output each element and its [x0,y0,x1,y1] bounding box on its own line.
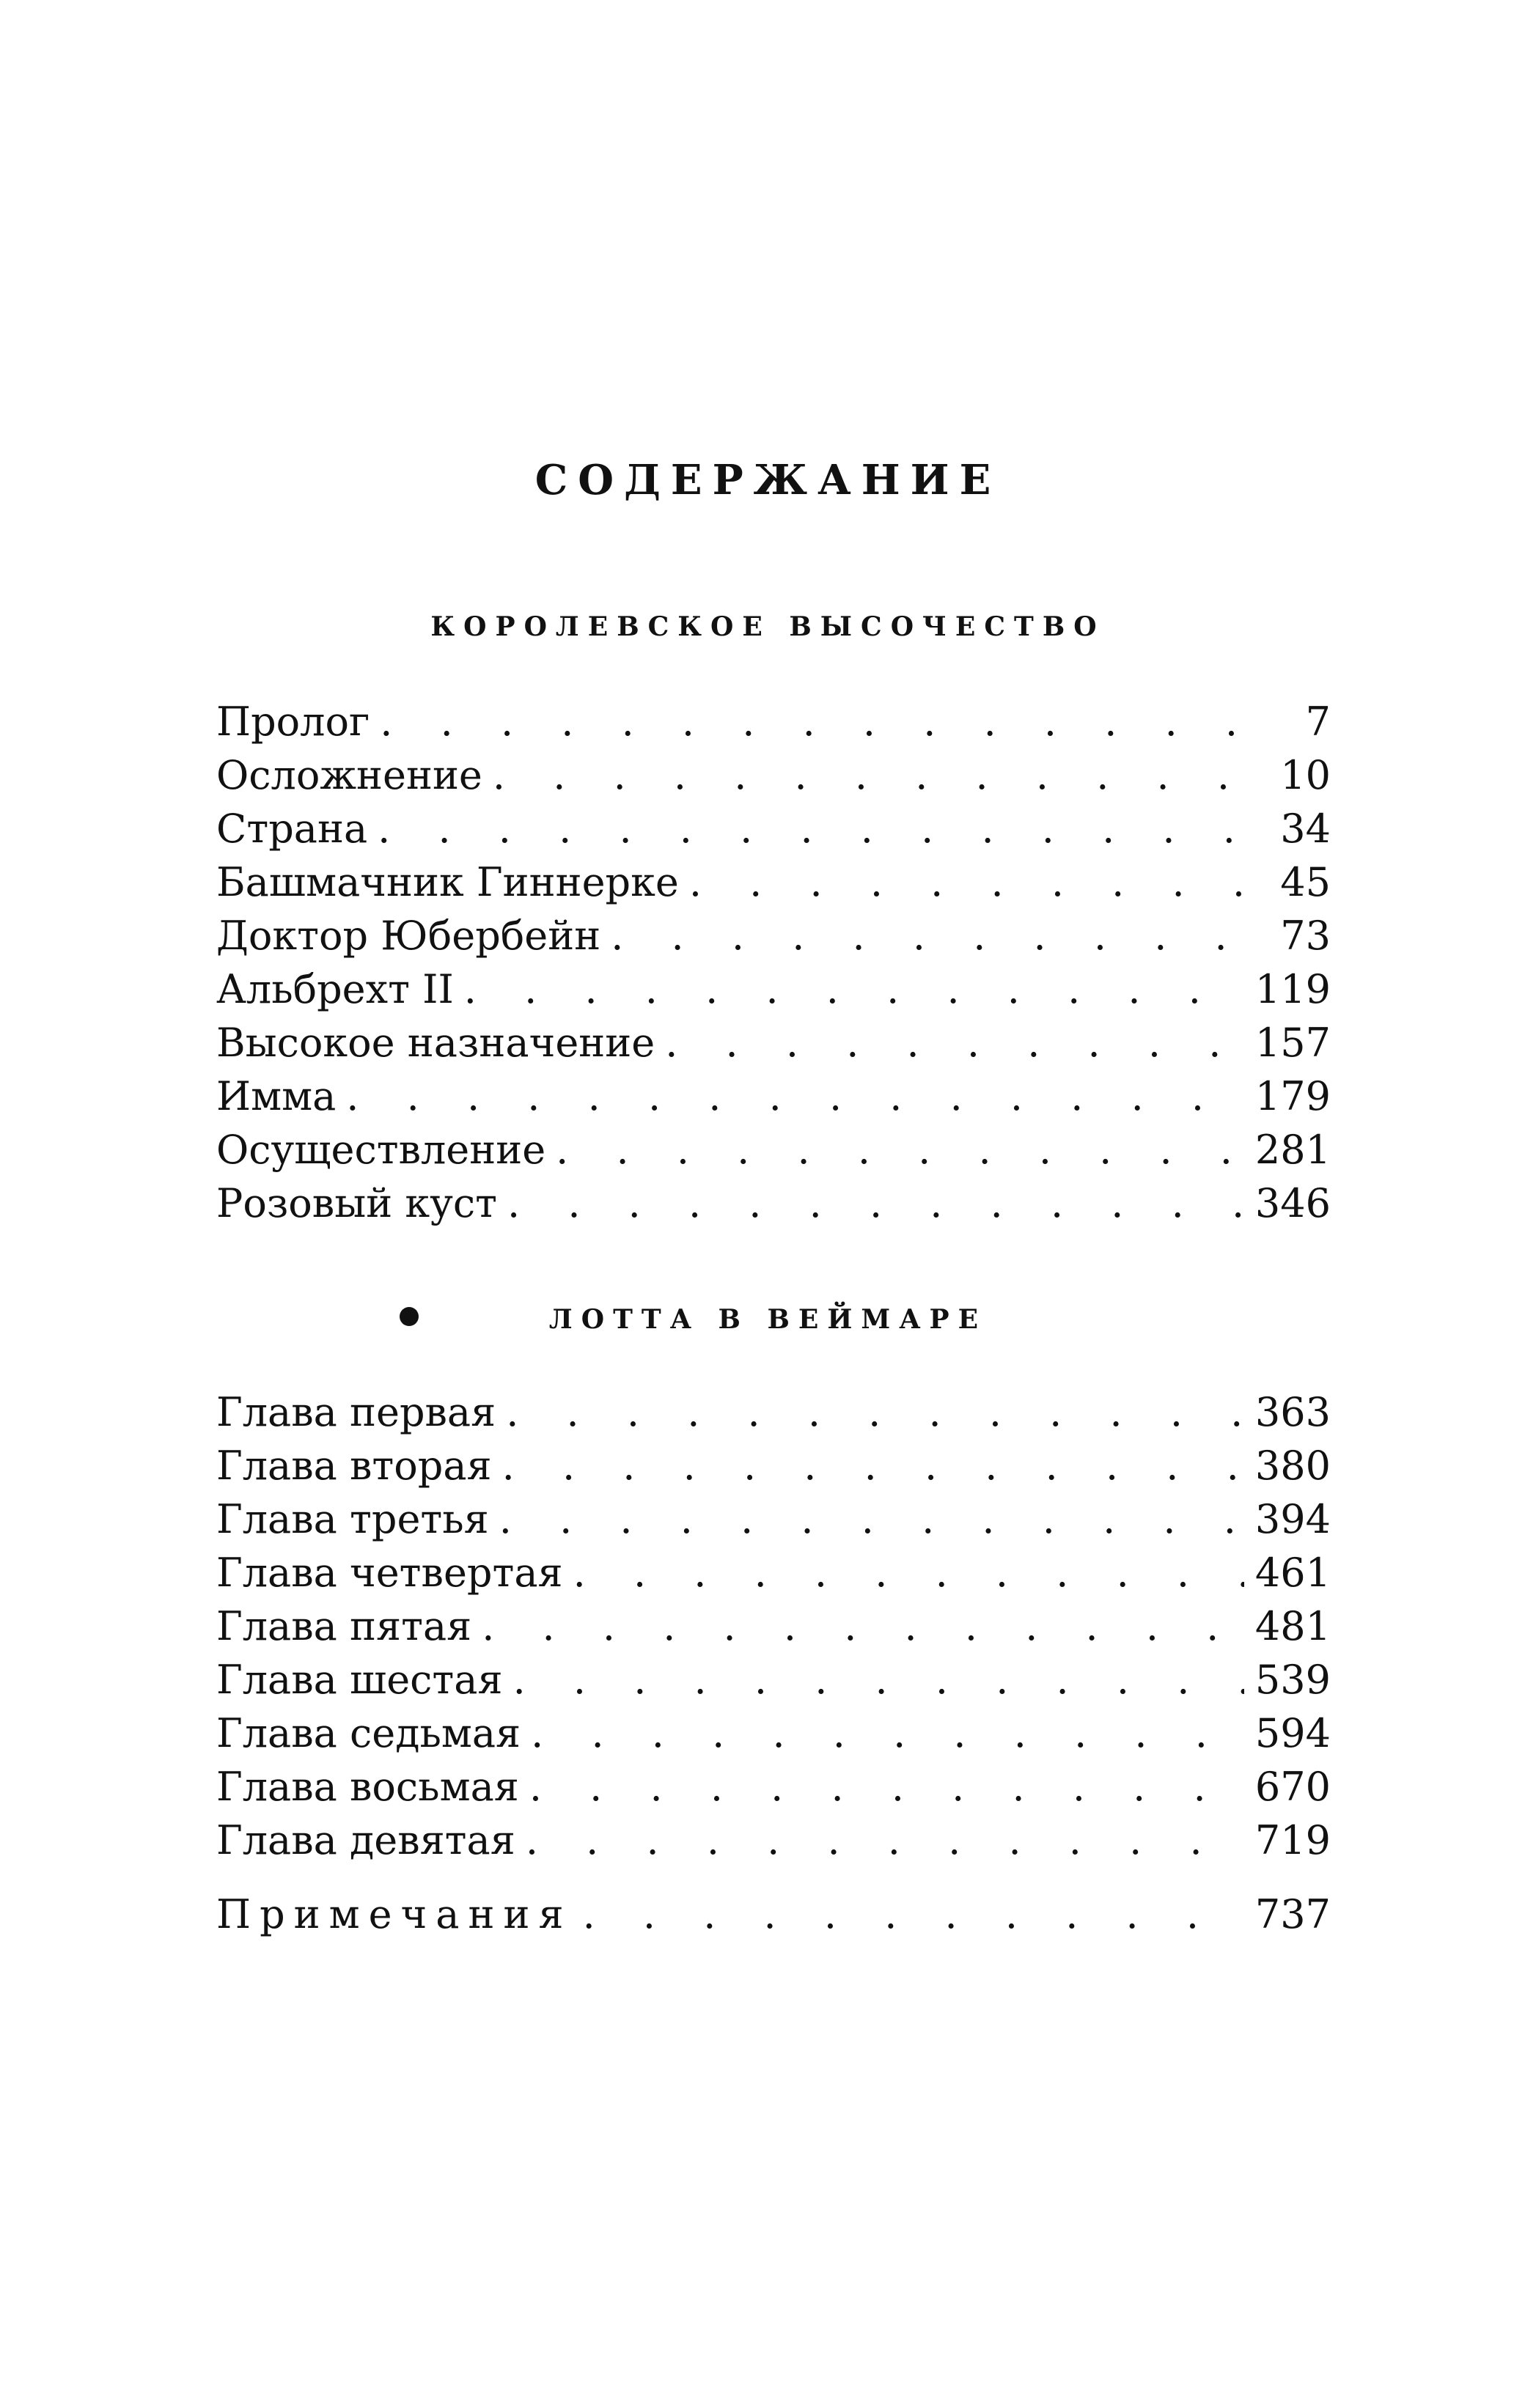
toc-entry[interactable] [216,802,1331,855]
leader-dots [380,695,1244,748]
toc-entry[interactable] [216,909,1331,962]
toc-entry-title: Пролог [216,699,370,745]
toc-entry[interactable] [216,1546,1331,1599]
leader-dots [556,1123,1244,1177]
page-title: СОДЕРЖАНИЕ [534,456,1002,504]
toc-entry-page: 461 [1254,1550,1331,1596]
toc-entry[interactable] [216,1706,1331,1760]
toc-entry-title: Примечания [216,1891,573,1937]
toc-entry-page: 719 [1254,1817,1331,1863]
section-heading-royal-highness: КОРОЛЕВСКОЕ ВЫСОЧЕСТВО [430,611,1106,642]
toc-entry-title: Доктор Юбербейн [216,913,601,959]
toc-entry-page: 363 [1254,1389,1331,1435]
toc-entry-page: 10 [1280,752,1331,798]
toc-entry[interactable] [216,1439,1331,1492]
toc-entry[interactable] [216,1653,1331,1706]
leader-dots [502,1439,1244,1492]
leader-dots [689,855,1244,909]
toc-entry-title: Глава первая [216,1389,496,1435]
toc-entry-page: 346 [1254,1180,1331,1226]
toc-entry-title: Глава седьмая [216,1710,521,1756]
toc-entry-title: Высокое назначение [216,1020,655,1066]
leader-dots [482,1599,1244,1653]
toc-entry-page: 481 [1254,1603,1331,1649]
toc-entry-page: 45 [1280,859,1331,905]
toc-entry-notes[interactable] [216,1888,1331,1941]
leader-dots [464,962,1244,1016]
toc-entry[interactable] [216,962,1331,1016]
toc-entry-title: Глава вторая [216,1443,492,1489]
leader-dots [378,802,1244,855]
toc-entry[interactable] [216,695,1331,748]
leader-dots [507,1177,1244,1230]
leader-dots [583,1888,1244,1941]
toc-entry-page: 380 [1254,1443,1331,1489]
toc-entry-title: Альбрехт II [216,966,454,1012]
toc-entry-page: 179 [1254,1073,1331,1119]
section-heading-lotte-in-weimar: ЛОТТА В ВЕЙМАРЕ [548,1304,988,1335]
leader-dots [346,1069,1244,1123]
toc-entry[interactable] [216,1177,1331,1230]
toc-entry[interactable] [216,748,1331,802]
toc-entry-page: 157 [1254,1020,1331,1066]
toc-entry[interactable] [216,1492,1331,1546]
toc-entry-title: Розовый куст [216,1180,497,1226]
toc-entry-page: 73 [1280,913,1331,959]
toc-entry-title: Башмачник Гиннерке [216,859,679,905]
toc-entry[interactable] [216,1123,1331,1177]
leader-dots [506,1385,1244,1439]
leader-dots [573,1546,1244,1599]
toc-entry-title: Глава пятая [216,1603,472,1649]
toc-entry-title: Глава четвертая [216,1550,563,1596]
leader-dots [531,1706,1244,1760]
toc-entry-page: 394 [1254,1496,1331,1542]
toc-entry-page: 539 [1254,1657,1331,1703]
toc-list-lotte-in-weimar [216,1385,1331,1867]
leader-dots [611,909,1244,962]
toc-entry-page: 7 [1305,699,1331,745]
toc-entry[interactable] [216,1814,1331,1867]
toc-entry-title: Глава третья [216,1496,489,1542]
toc-entry-page: 119 [1254,966,1331,1012]
toc-entry[interactable] [216,1385,1331,1439]
toc-entry-title: Осложнение [216,752,482,798]
toc-entry-title: Имма [216,1073,337,1119]
leader-dots [529,1760,1244,1814]
leader-dots [665,1016,1244,1069]
leader-dots [526,1814,1244,1867]
toc-entry-page: 737 [1254,1891,1331,1937]
leader-dots [513,1653,1244,1706]
toc-entry-page: 34 [1280,806,1331,852]
toc-entry[interactable] [216,1069,1331,1123]
toc-entry[interactable] [216,1016,1331,1069]
toc-entry-title: Страна [216,806,368,852]
toc-entry-page: 281 [1254,1127,1331,1173]
toc-entry-title: Осуществление [216,1127,546,1173]
leader-dots [499,1492,1244,1546]
toc-entry-title: Глава шестая [216,1657,503,1703]
toc-entry-title: Глава восьмая [216,1764,519,1810]
toc-entry[interactable] [216,1599,1331,1653]
toc-list-royal-highness [216,695,1331,1230]
toc-entry-title: Глава девятая [216,1817,515,1863]
toc-entry[interactable] [216,855,1331,909]
toc-entry-page: 670 [1254,1764,1331,1810]
leader-dots [493,748,1244,802]
toc-entry-page: 594 [1254,1710,1331,1756]
toc-entry[interactable] [216,1760,1331,1814]
